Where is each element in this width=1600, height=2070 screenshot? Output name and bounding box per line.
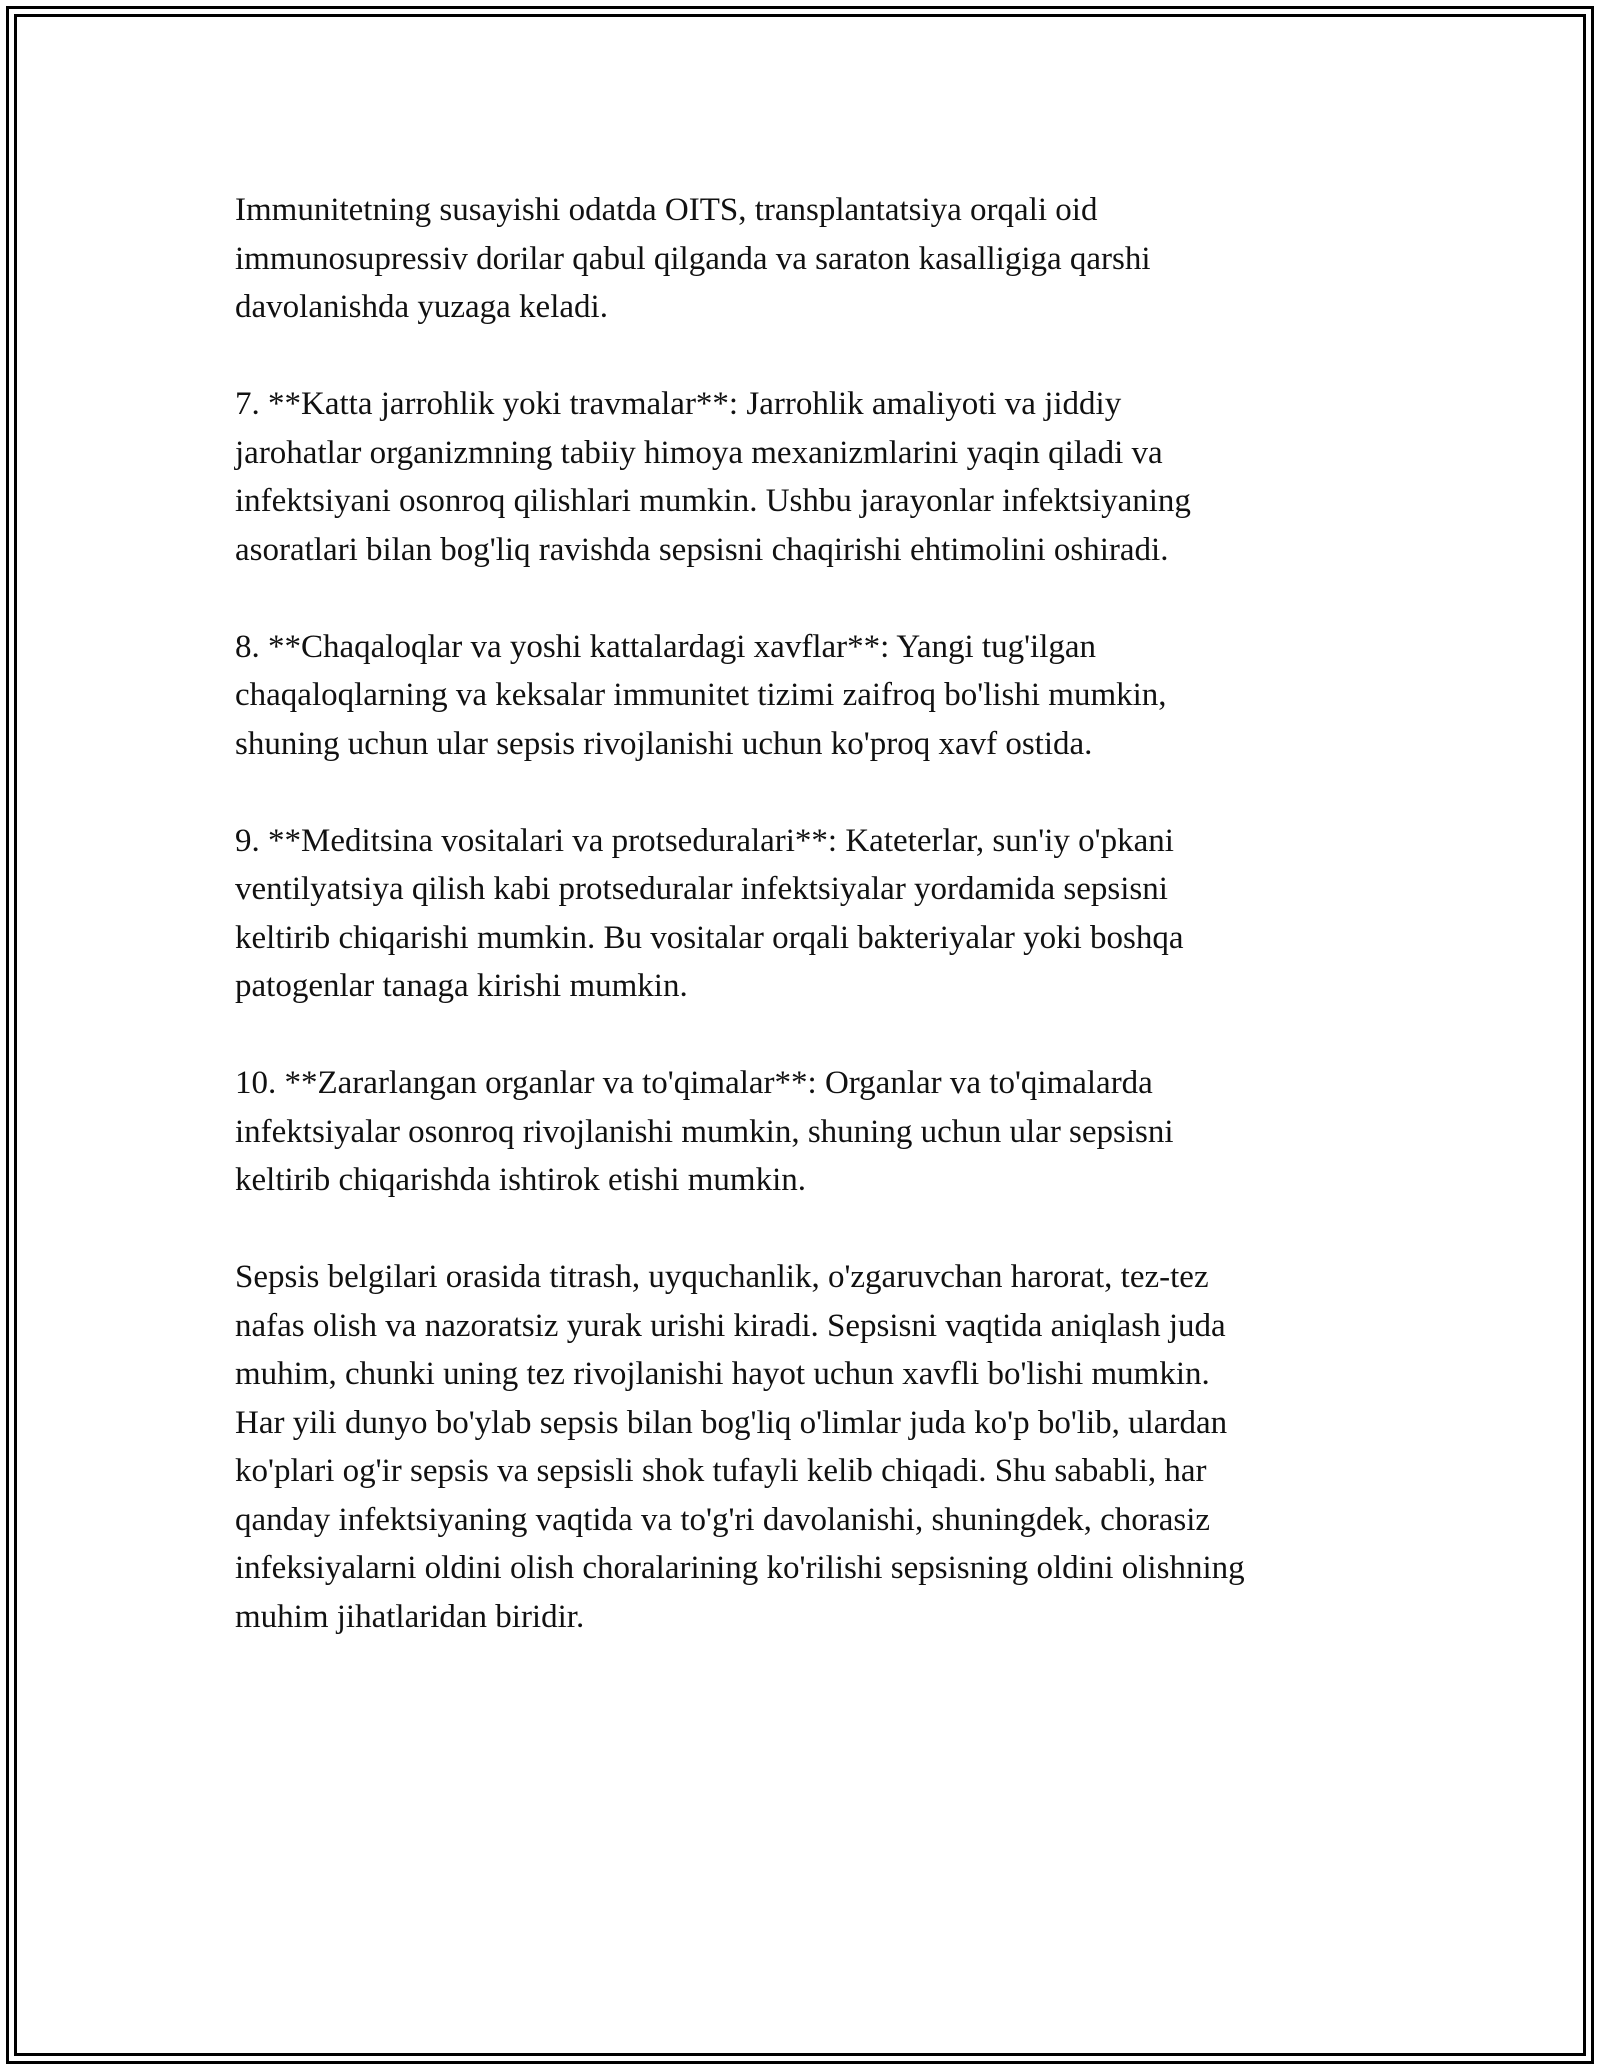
paragraph-item-9 xyxy=(235,817,1385,1011)
text-line: infektsiyalar osonroq rivojlanishi mumkin, shuning uchun ular sepsisni xyxy=(235,1113,1174,1150)
text-line: jarohatlar organizmning tabiiy himoya mexanizmlarini yaqin qiladi va xyxy=(235,434,1163,471)
text-line: ventilyatsiya qilish kabi protseduralar infektsiyalar yordamida sepsisni xyxy=(235,871,1168,907)
text-line: infeksiyalarni oldini olish choralarining ko'rilishi sepsisning oldini olishning xyxy=(235,1550,1245,1586)
text-line: Immunitetning susayishi odatda OITS, transplantatsiya orqali oid xyxy=(235,192,1098,228)
text-line: shuning uchun ular sepsis rivojlanishi uchun ko'proq xavf ostida. xyxy=(235,725,1093,762)
text-line: chaqaloqlarning va keksalar immunitet tizimi zaifroq bo'lishi mumkin, xyxy=(235,677,1167,713)
paragraph-item-8 xyxy=(235,623,1385,769)
paragraph-symptoms xyxy=(235,1253,1385,1641)
text-line: muhim, chunki uning tez rivojlanishi hayot uchun xavfli bo'lishi mumkin. xyxy=(235,1356,1210,1392)
text-line: Sepsis belgilari orasida titrash, uyquchanlik, o'zgaruvchan harorat, tez-tez xyxy=(235,1259,1209,1295)
text-line: 8. **Chaqaloqlar va yoshi kattalardagi xavflar**: Yangi tug'ilgan xyxy=(235,628,1097,665)
document-body xyxy=(235,186,1385,1690)
paragraph-item-10 xyxy=(235,1059,1385,1205)
text-line: keltirib chiqarishda ishtirok etishi mumkin. xyxy=(235,1162,807,1198)
text-line: davolanishda yuzaga keladi. xyxy=(235,289,608,325)
text-line: 7. **Katta jarrohlik yoki travmalar**: Jarrohlik amaliyoti va jiddiy xyxy=(235,386,1122,422)
paragraph-immunity xyxy=(235,186,1385,332)
text-line: Har yili dunyo bo'ylab sepsis bilan bog'liq o'limlar juda ko'p bo'lib, ulardan xyxy=(235,1404,1228,1441)
text-line: asoratlari bilan bog'liq ravishda sepsisni chaqirishi ehtimolini oshiradi. xyxy=(235,531,1169,568)
text-line: keltirib chiqarishi mumkin. Bu vositalar orqali bakteriyalar yoki boshqa xyxy=(235,919,1184,956)
text-line: 9. **Meditsina vositalari va protseduralari**: Kateterlar, sun'iy o'pkani xyxy=(235,822,1174,859)
text-line: infektsiyani osonroq qilishlari mumkin. Ushbu jarayonlar infektsiyaning xyxy=(235,483,1191,519)
text-line: qanday infektsiyaning vaqtida va to'g'ri davolanishi, shuningdek, chorasiz xyxy=(235,1501,1211,1538)
text-line: patogenlar tanaga kirishi mumkin. xyxy=(235,968,688,1004)
text-line: nafas olish va nazoratsiz yurak urishi kiradi. Sepsisni vaqtida aniqlash juda xyxy=(235,1307,1226,1344)
text-line: 10. **Zararlangan organlar va to'qimalar**: Organlar va to'qimalarda xyxy=(235,1065,1153,1101)
text-line: immunosupressiv dorilar qabul qilganda va saraton kasalligiga qarshi xyxy=(235,240,1151,277)
text-line: ko'plari og'ir sepsis va sepsisli shok tufayli kelib chiqadi. Shu sababli, har xyxy=(235,1453,1207,1489)
text-line: muhim jihatlaridan biridir. xyxy=(235,1598,585,1635)
paragraph-item-7 xyxy=(235,380,1385,574)
